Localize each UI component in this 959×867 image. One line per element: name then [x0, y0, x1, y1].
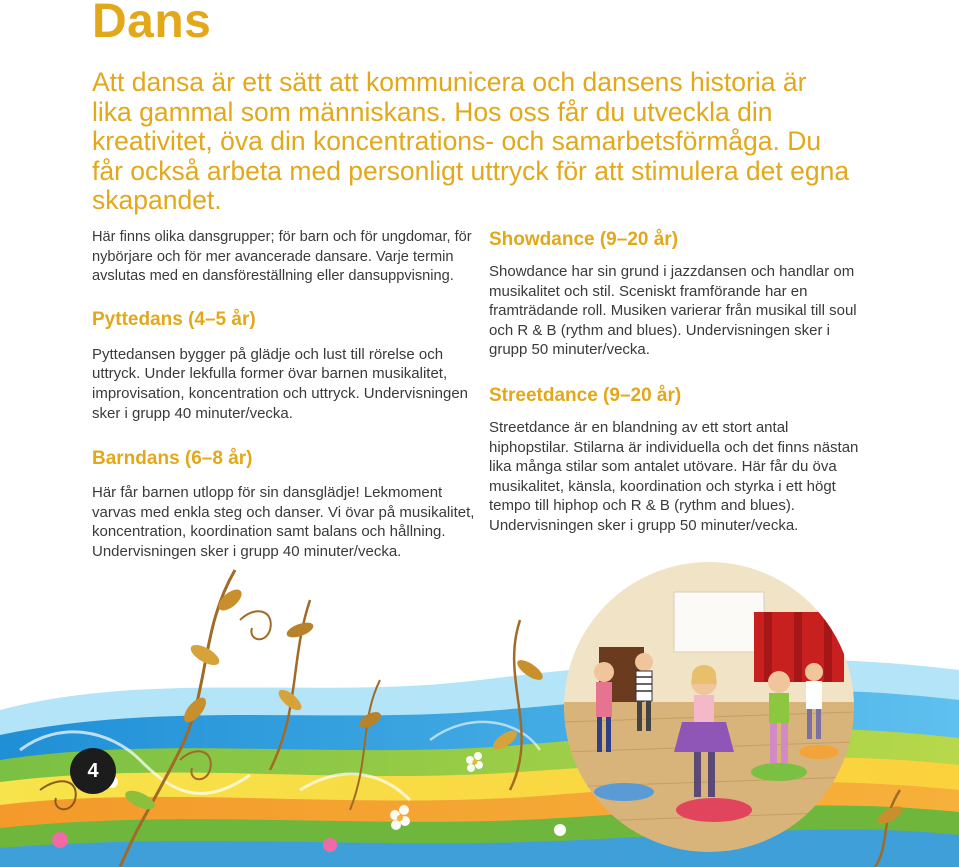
page-number-badge — [70, 748, 116, 794]
page-number: 4 — [87, 759, 99, 782]
dance-class-photo-illustration — [564, 562, 854, 852]
left-column — [92, 228, 482, 562]
section-heading-barndans: Barndans (6–8 år) — [92, 448, 253, 470]
section-body-pyttedans: Pyttedansen bygger på glädje och lust till rörelse och uttryck. Under lekfulla former övar barnen musikalitet, improvisation, koncentration och uttryck. Undervisningen sker i grupp 40 minuter/vecka. — [92, 345, 469, 422]
section-body-streetdance: Streetdance är en blandning av ett stort antal hiphopstilar. Stilarna är individuella och det finns nästan lika många stilar som antalet utövare. Här får du öva musikalitet, känsla, koordination och styrka i ett högt tempo till hiphop och R & B (rythm and blues). Undervisningen sker i grupp 50 minuter/vecka. — [489, 418, 859, 534]
section-body-showdance: Showdance har sin grund i jazzdansen och handlar om musikalitet och stil. Sceniskt framförande har en framträdande roll. Musiken varierar från musikal till soul och R & B (rythm and blues). Undervisningen sker i grupp 50 minuter/vecka. — [489, 263, 857, 359]
section-heading-pyttedans: Pyttedans (4–5 år) — [92, 308, 256, 330]
right-column — [489, 228, 869, 536]
section-heading-showdance: Showdance (9–20 år) — [489, 229, 679, 250]
dance-class-photo — [564, 562, 854, 852]
section-body-barndans: Här får barnen utlopp för sin dansglädje! Lekmoment varvas med enkla steg och danser. Vi övar på musikalitet, koncentration, koordination samt balans och hållning. Undervisningen sker i grupp 40 minuter/vecka. — [92, 484, 475, 560]
section-heading-streetdance: Streetdance (9–20 år) — [489, 384, 682, 406]
page-title: Dans — [92, 0, 212, 48]
intro-paragraph: Att dansa är ett sätt att kommunicera och dansens historia är lika gammal som människans. Hos oss får du utveckla din kreativitet, öva din koncentrations- och samarbetsförmåga. Du får också arbeta med personligt uttryck för att stimulera det egna skapandet. — [92, 67, 850, 215]
lead-paragraph: Här finns olika dansgrupper; för barn och för ungdomar, för nybörjare och för mer avancerade dansare. Varje termin avslutas med en dansföreställning eller dansuppvisning. — [92, 229, 472, 285]
